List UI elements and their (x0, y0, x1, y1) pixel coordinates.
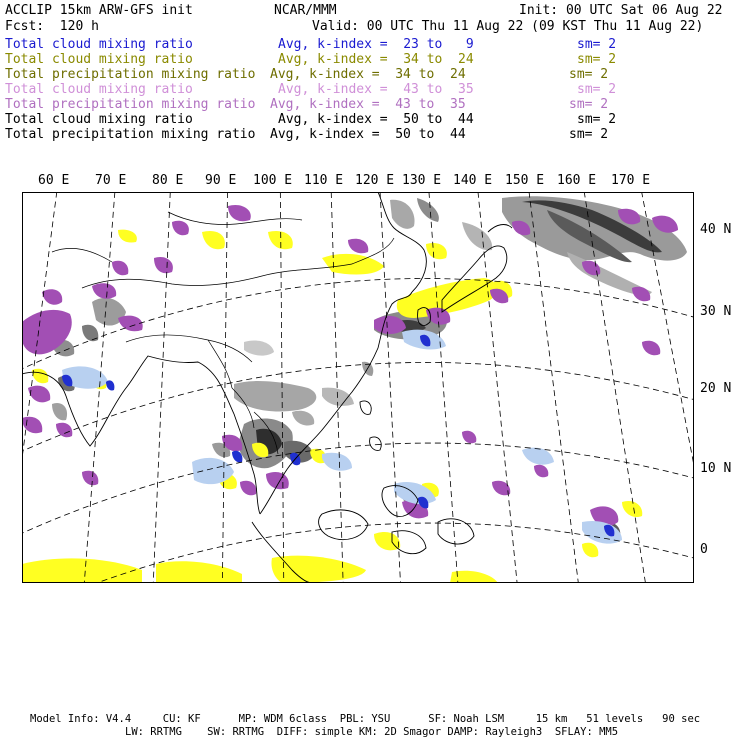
model-info-line2: LW: RRTMG SW: RRTMG DIFF: simple KM: 2D Smagor DAMP: Rayleigh3 SFLAY: MM5 (125, 726, 619, 738)
legend-field: Total cloud mixing ratio (5, 82, 193, 97)
legend-avg: Avg, k-index = 50 to 44 (278, 112, 474, 127)
lat-label: 0 (700, 542, 708, 557)
lat-label: 10 N (700, 461, 732, 476)
legend-field: Total cloud mixing ratio (5, 52, 193, 67)
lon-label: 80 E (152, 173, 184, 188)
lon-label: 140 E (453, 173, 493, 188)
legend-sm: sm= 2 (577, 82, 617, 97)
legend-avg: Avg, k-index = 43 to 35 (270, 97, 466, 112)
legend-field: Total precipitation mixing ratio (5, 67, 256, 82)
lon-label: 160 E (557, 173, 597, 188)
legend-avg: Avg, k-index = 50 to 44 (270, 127, 466, 142)
lat-label: 40 N (700, 222, 732, 237)
lon-label: 60 E (38, 173, 70, 188)
legend-field: Total precipitation mixing ratio (5, 97, 256, 112)
legend-sm: sm= 2 (577, 52, 617, 67)
center-label: NCAR/MMM (274, 3, 337, 18)
lon-label: 150 E (505, 173, 545, 188)
legend-sm: sm= 2 (569, 97, 609, 112)
legend-field: Total cloud mixing ratio (5, 37, 193, 52)
forecast-hour: Fcst: 120 h (5, 19, 99, 34)
forecast-map (22, 192, 694, 583)
lat-label: 30 N (700, 304, 732, 319)
lon-label: 70 E (95, 173, 127, 188)
legend-field: Total precipitation mixing ratio (5, 127, 256, 142)
lon-label: 120 E (355, 173, 395, 188)
init-time: Init: 00 UTC Sat 06 Aug 22 (519, 3, 723, 18)
lon-label: 90 E (205, 173, 237, 188)
legend-sm: sm= 2 (569, 127, 609, 142)
lon-label: 170 E (611, 173, 651, 188)
legend-avg: Avg, k-index = 23 to 9 (278, 37, 474, 52)
legend-avg: Avg, k-index = 43 to 35 (278, 82, 474, 97)
legend-field: Total cloud mixing ratio (5, 112, 193, 127)
lat-label: 20 N (700, 381, 732, 396)
lon-label: 110 E (304, 173, 344, 188)
lon-label: 130 E (402, 173, 442, 188)
model-info-line1: Model Info: V4.4 CU: KF MP: WDM 6class PBL: YSU SF: Noah LSM 15 km 51 levels 90 sec (30, 713, 701, 725)
valid-time: Valid: 00 UTC Thu 11 Aug 22 (09 KST Thu 11 Aug 22) (312, 19, 704, 34)
legend-avg: Avg, k-index = 34 to 24 (270, 67, 466, 82)
lon-label: 100 E (253, 173, 293, 188)
legend-avg: Avg, k-index = 34 to 24 (278, 52, 474, 67)
legend-sm: sm= 2 (577, 37, 617, 52)
map-title: ACCLIP 15km ARW-GFS init (5, 3, 193, 18)
legend-sm: sm= 2 (569, 67, 609, 82)
legend-sm: sm= 2 (577, 112, 617, 127)
